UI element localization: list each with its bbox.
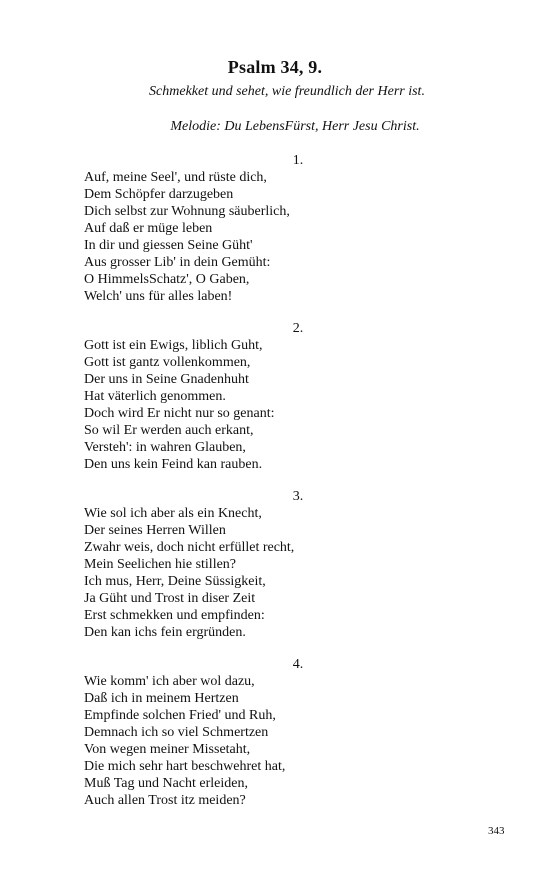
- verse-line: Demnach ich so viel Schmertzen: [84, 725, 269, 740]
- verse-line: Ich mus, Herr, Deine Süssigkeit,: [84, 574, 266, 589]
- verse-line: Welch' uns für alles laben!: [84, 289, 233, 304]
- verse-line: Dem Schöpfer darzugeben: [84, 187, 234, 202]
- stanza-2: [84, 320, 464, 473]
- verse-line: Gott ist ein Ewigs, liblich Guht,: [84, 338, 263, 353]
- verse-line: Empfinde solchen Fried' und Ruh,: [84, 708, 276, 723]
- verse-line: Von wegen meiner Missetaht,: [84, 742, 251, 757]
- verse-line: Zwahr weis, doch nicht erfüllet recht,: [84, 540, 295, 555]
- verse-line: Mein Seelichen hie stillen?: [84, 557, 237, 572]
- verse-line: Versteh': in wahren Glauben,: [84, 440, 246, 455]
- stanza-number: 1.: [292, 153, 304, 168]
- verse-line: Auch allen Trost itz meiden?: [84, 793, 246, 808]
- verse-line: Auf daß er müge leben: [84, 221, 213, 236]
- verse-line: So wil Er werden auch erkant,: [84, 423, 254, 438]
- verse-line: Ja Güht und Trost in diser Zeit: [84, 591, 256, 606]
- verse-line: Auf, meine Seel', und rüste dich,: [84, 170, 267, 185]
- verse-line: O HimmelsSchatz', O Gaben,: [84, 272, 250, 287]
- page-number: 343: [488, 825, 505, 837]
- verse-line: Den uns kein Feind kan rauben.: [84, 457, 263, 472]
- verse-line: Der uns in Seine Gnadenhuht: [84, 372, 249, 387]
- verse-line: Der seines Herren Willen: [84, 523, 226, 538]
- page-title: Psalm 34, 9.: [227, 57, 323, 77]
- stanza-3: [84, 488, 464, 641]
- stanza-number: 4.: [292, 657, 304, 672]
- melody-line: Melodie: Du LebensFürst, Herr Jesu Christ.: [170, 119, 420, 134]
- verse-line: Wie komm' ich aber wol dazu,: [84, 674, 255, 689]
- epigraph: Schmekket und sehet, wie freundlich der Herr ist.: [149, 84, 425, 99]
- verse-line: Hat väterlich genommen.: [84, 389, 226, 404]
- verse-line: Doch wird Er nicht nur so genant:: [84, 406, 275, 421]
- verse-line: Wie sol ich aber als ein Knecht,: [84, 506, 262, 521]
- verse-line: Gott ist gantz vollenkommen,: [84, 355, 251, 370]
- verse-line: In dir und giessen Seine Güht': [84, 238, 253, 253]
- verse-line: Dich selbst zur Wohnung säuberlich,: [84, 204, 290, 219]
- verse-line: Den kan ichs fein ergründen.: [84, 625, 246, 640]
- verse-line: Die mich sehr hart beschwehret hat,: [84, 759, 286, 774]
- stanza-number: 3.: [292, 489, 304, 504]
- stanza-4: [84, 656, 464, 809]
- verse-line: Daß ich in meinem Hertzen: [84, 691, 239, 706]
- stanza-1: [84, 152, 464, 305]
- verse-line: Muß Tag und Nacht erleiden,: [84, 776, 248, 791]
- stanza-number: 2.: [292, 321, 304, 336]
- verse-line: Erst schmekken und empfinden:: [84, 608, 265, 623]
- verse-line: Aus grosser Lib' in dein Gemüht:: [84, 255, 271, 270]
